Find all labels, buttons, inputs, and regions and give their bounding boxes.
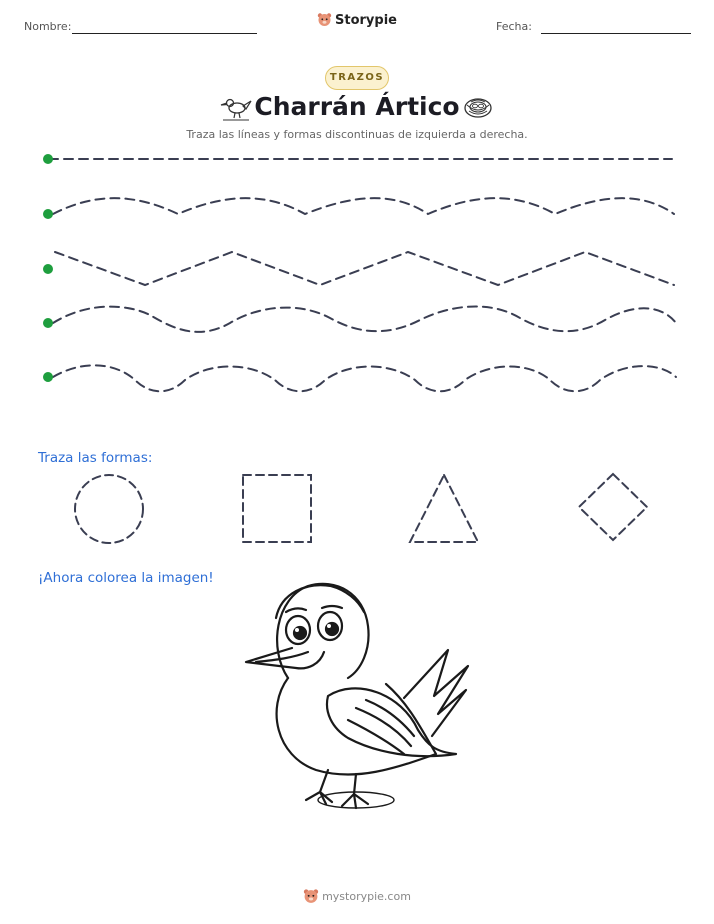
page-title: Charrán Ártico xyxy=(254,92,460,121)
brand-name: Storypie xyxy=(335,13,397,28)
instructions: Traza las líneas y formas discontinuas de izquierda a derecha. xyxy=(186,128,528,141)
shapes-section-title: Traza las formas: xyxy=(38,450,153,466)
start-dot xyxy=(43,318,53,328)
coloring-section-title: ¡Ahora colorea la imagen! xyxy=(38,570,214,586)
trace-line-wave-1 xyxy=(53,198,674,214)
trace-line-wave-3 xyxy=(53,365,676,391)
start-dot xyxy=(43,154,53,164)
trace-line-zigzag xyxy=(55,252,674,285)
start-dot xyxy=(43,264,53,274)
start-dot xyxy=(43,372,53,382)
category-badge: TRAZOS xyxy=(325,66,389,90)
arctic-tern-coloring-image xyxy=(236,578,476,818)
trace-line-wave-2 xyxy=(53,306,676,331)
tracing-lines xyxy=(0,140,714,400)
bear-logo-icon xyxy=(317,12,332,31)
trace-shape-square xyxy=(243,475,311,542)
nest-icon xyxy=(461,93,495,127)
name-line[interactable] xyxy=(72,33,257,34)
start-dot xyxy=(43,209,53,219)
name-label: Nombre: xyxy=(24,20,72,33)
tracing-shapes xyxy=(0,468,714,552)
brand-logo xyxy=(0,12,714,31)
date-line[interactable] xyxy=(541,33,691,34)
trace-shape-circle xyxy=(75,475,143,543)
footer-site[interactable]: mystorypie.com xyxy=(322,890,411,903)
trace-shape-triangle xyxy=(410,475,478,542)
footer xyxy=(0,888,714,907)
date-label: Fecha: xyxy=(496,20,532,33)
trace-shape-diamond xyxy=(579,474,647,540)
bear-logo-icon xyxy=(303,888,319,907)
